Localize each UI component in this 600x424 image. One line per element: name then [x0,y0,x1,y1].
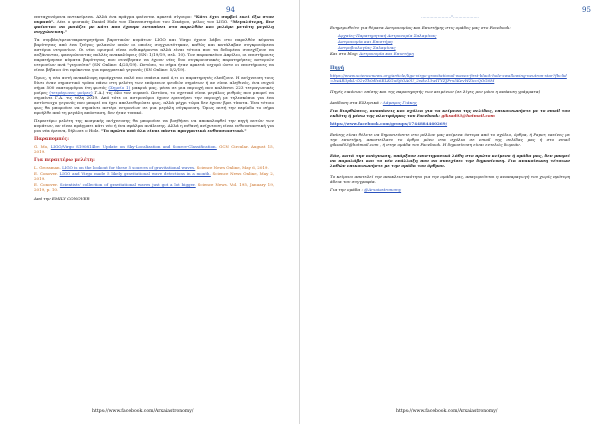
contact-line: Για την ομάδα : @Arxaiastronomy [330,187,402,192]
paragraph-2: Τα συμβάν/ερεια-παρατηρητήρια βαρυτικών κυμάτων LIGO και Virgo έχουν λάβει στο παρελθόν κύματα βαρύτητας από ένα ζεύγος μελανών οπών οι οποίες συγχωνεύτηκαν, καθώς και κατάλαβαν συγκρουόμενα αστέρια νετρονίων. Οι νέοι ορισμοί είναι ενδιαφέροντα αλλά είναι τέτοια που τα δεδομένα συνεχίζουν να αυξάνονται, φανερώνοντας πολλές ανακαλύψεις (SN: 1/19/19, σελ. 10). Τον παρασκεύου Απρίλιο, οι επιστήμονες παρατήρησαν κύματα βαρύτητας που συνέβησαν να έχουν νέες δυο συγκρουσιακές παρατηρήσεις αστεριών νετρονίων ανά "γεγονότα" (SN Online: 4/25/19). Ωστόσο, το σήμα ήταν αρκετά ισχυρό ώστε οι επιστήμονες να είναι βέβαιοι ότι πρόκειται για πραγματικό γεγονός (SN Online: 5/2/19). [34,37,274,72]
page-number: 94 [226,6,235,14]
page-number: 95 [582,6,591,14]
translator-line: Απόδοση στα Ελληνικά : Λάμπρος Γιάκης [330,100,418,105]
corrections-notice: Για διορθώσεις, αναπάσεις και σχόλια για τα κείμενα της σελίδας, επικοινωνήστε με το email του εκδότη ή μέσω της πλατφόρμας του Facebook: giksad03@hotmail.com [330,108,570,118]
translator-link[interactable]: Λάμπρος Γιάκης [382,100,418,105]
right-column [330,14,570,195]
page-footer-url: https://www.facebook.com/Arxaiastronomy/ [92,409,194,414]
groups-intro: Ενημερωθείτε για θέματα Αστρονομίας και Επιστήμης στις ομάδες μας στο Facebook: [330,25,511,30]
facebook-group-link[interactable]: Αστρονομία και Επιστήμη [338,39,393,44]
image-source-note: Πηγές εικόνων: επίσης και της παρατηρητής των κειμένων (σε λίγες μεν μόνο η απόκιση γράμματα) [330,89,541,94]
section-divider-dots: …………………."………………. [421,14,479,19]
source-url-link[interactable]: https://www.sciencenews.org/article/ligo-virgo-gravitational-waves-first-black-hole-swallowing-neutron-star?fbclid=IwAR3pbL-O2vTk0dlx6ELKGuSjtOA0U_2wkz13wITYZJPrx5KevWZiccQOG6M [330,73,567,83]
blog-line: Και στο blog: Αστρονομία και Επιστήμη [330,51,414,56]
inline-link[interactable]: (Σημείο 1) [108,85,131,90]
author-line: Από την EMILY CONOVER [34,196,90,201]
sharing-notice: Επίσης είναι θέλετε να δημοσιεύσετε στο μέλλον μας κείμενα ύστερα από το σχόλιο, όρθρα, ή Paper, εκείνες με την επιστήμη, αποστείλατε το όρθρο μόνο στα σχόλια σε email της σελίδας μας ή στο email giksad03@hotmail.com , ή στην ομάδα του Facebook. Η δημοσίευση είναι εντελώς δωρεάν. [330,132,570,147]
reference-link[interactable]: LIGO is on the lookout for these 5 sources of gravitational waves. [62,165,196,170]
email-address: giksad03@hotmail.com [441,113,495,118]
paragraph-1: επιταχυνόμενα αντικείμενα. Αλλά ένα πράγμα φαίνεται αρκετά σίγουρο: "Κάτι έχει συμβεί εκεί έξω στον ουρανό". Λέει ο φυσικός Daniel Holz του Πανεπιστημίου του Σικάγου, μέλος του LIGO. "Μεγαλύτερη, δεν φαίνεται να μοιάζει με κάτι που έχουμε εντοπίσει στο παρελθόν και μιλάμε μετάτη μεγάλη συγχώνευση." [34,14,275,34]
paragraph-3: Όμως, η νέα αυτή ανακάλυψη προέρχεται πολύ πιο σπάνια από ό,τι οι παρατηρητές ελπίζουν. Η ανίχνευση τους δίνει έναν σημαντικό τρόπο πάνω στη μελέτη των επόμενων ψευδών σημάτων ή αν είναι αληθινός, ένα συχνό σήμα 500 εκατομμύρια έτη φωτός (Σημείο 1) μακριά μας, μέσα σε μια περιοχή που καλύπτει 223 τετραγωνικές μοίρες (τετράγωνες μοίρες) Γ.Α.) τις όλο τον ουρανό. Ωστόσο, το σχετικό είναι μεγάλος ρυθμός που μπορεί να σημαίνει Γ.Α. τις τέλη 2019. Από τότε οι αστρονόμοι έχουν ερευνήσει την περιοχή με τηλεσκόπια για ένα αντίστοιχο γεγονός που μπορεί να έχει απελευθερώσει φως, αλλά μέχρι τώρα δεν έχουν βρει τίποτα. Ένα τέτοιο φως θα μπορούσε να σημαίνει αστέρι νετρονίων σε μια μεγάλη σύγκρουση. Όμως αυτή την περίοδο το σήμα προήλθε από τη μεγάλη απόσταση, δεν ήταν τυπικό. [34,75,274,115]
reference-link[interactable]: LIGO/Virgo S190814bv: Update on Sky-Localization and Source-Classification. [50,144,217,149]
blog-link[interactable]: Αστρονομία και Επιστήμη [359,51,414,56]
left-column [34,14,274,204]
facebook-page-link[interactable]: https://www.facebook.com/groups/1744884460269/ [330,121,448,126]
facebook-group-link[interactable]: Αρχαίες-Παρατηρητική Αστρονομία Σαλαμίνας [338,33,437,38]
references-heading: Παραπομπές: [34,137,69,142]
reference-item: E. Conover. LIGO and Virgo made 5 likely gravitational wave detections in a month. Science News Online, May 2, 2019. [34,171,275,181]
reference-item: L. Grossman. LIGO is on the lookout for these 5 sources of gravitational waves. Science News Online, May 6, 2019. [34,165,269,170]
reference-item: E. Conover. Scientists' collection of gravitational waves just got a lot bigger. Science News. Vol. 195, January 19, 2019, p. 10. [34,182,275,192]
paragraph-4: Περαιτέρω μελέτη της κοσμικής ανίχνευσης θα μπορούσε να βοηθήσει να αποκαλυφθεί την πηγή αυτών των κυμάτων, αν είναι πράγματι κάτι νέο ή ένα σφάλμα ανάλυσης. Αλλά η πιθανή ανίχνευση είναι ενθουσιαστική για μια νέα έρευνα, δήλωσε ο Holz. "Το πρώτο από όλα είναι πάντα πραγματικά ενθουσιαστικό." [34,118,274,133]
inline-link[interactable]: (τετράγωνες μοίρες) [49,90,93,95]
reference-link[interactable]: LIGO and Virgo made 5 likely gravitational wave detections in a month. [59,171,211,176]
source-heading: Πηγή [330,66,345,71]
page-footer-url: https://www.facebook.com/Arxaiastronomy/ [396,409,498,414]
reference-link[interactable]: Scientists' collection of gravitational waves just got a lot bigger. [59,182,196,187]
contact-link[interactable]: @Arxaiastronomy [364,187,402,192]
errors-warning: Εάν, κατά την ανάγνωση, υπάρξουν επιστημονικά λάθη στο πρώτο κείμενο ή ομάδα μας, δεν μπορεί να παραλάβει και το νέο ενάλλαξη που να συνεχίσει την δημοσίευση. Για ανακοίνωση τέτοιων λαθών επικοινωνήστε με την ομάδα του όρθρου. [330,153,570,168]
right-page [300,0,600,424]
further-reading-heading: Για περαιτέρω μελέτη: [34,158,95,163]
facebook-group-link[interactable]: Αστροβιολογίας Σαλαμίνας [338,45,396,50]
reference-item: G. Mo, LIGO/Virgo S190814bv: Update on Sky-Localization and Source-Classification. GCN Circular. August 15, 2019. [34,144,274,154]
copyright-notice: Το κείμενο αποτελεί την αποκλειστικότητα για την ομάδα μας, απαγορεύεται η αναπαραγωγή του χωρίς πρότερη άδεια του συγγραφέα. [330,174,570,184]
